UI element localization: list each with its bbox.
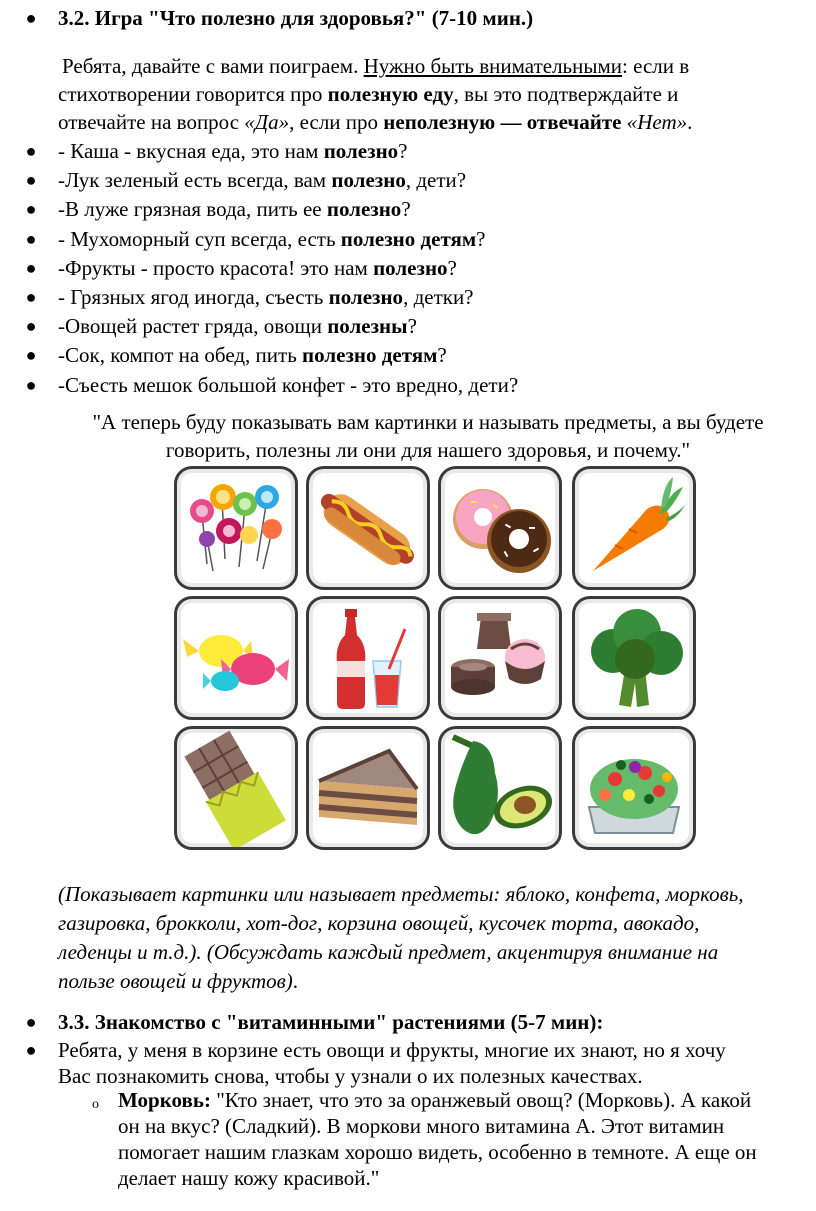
card-donuts	[438, 466, 562, 590]
text: ?	[407, 314, 417, 338]
quote-line-2: говорить, полезны ли они для нашего здоровья, и почему."	[165, 438, 691, 462]
broccoli-icon	[575, 599, 693, 717]
section-33-para-line-1: Ребята, у меня в корзине есть овощи и фрукты, многие их знают, но я хочу	[58, 1038, 726, 1062]
underlined-text: Нужно быть внимательными	[363, 54, 623, 78]
verse-line	[58, 225, 486, 254]
soda-icon	[309, 599, 427, 717]
verse-line	[58, 195, 411, 224]
text: , детки?	[403, 285, 474, 309]
bullet: ●	[25, 8, 37, 28]
section-heading-3-2	[58, 4, 533, 33]
note-line-4	[58, 967, 298, 996]
bullet: ●	[25, 287, 37, 307]
verse-line	[58, 312, 417, 341]
bold-text: полезно детям	[340, 227, 477, 251]
intro-line-3	[58, 108, 692, 137]
text: .	[292, 969, 299, 993]
bullet: ●	[25, 229, 37, 249]
intro-line-2	[58, 80, 678, 109]
text: -Фрукты - просто красота! это нам	[58, 256, 374, 280]
carrot-line-4: делает нашу кожу красивой."	[118, 1166, 380, 1190]
bold-text: полезно	[373, 256, 448, 280]
text: - Каша - вкусная еда, это нам	[58, 139, 324, 163]
text: пользе овощей и фруктов)	[58, 969, 293, 993]
card-salad	[572, 726, 696, 850]
text: "Кто знает, что это за оранжевый овощ? (Морковь). А какой	[210, 1088, 752, 1112]
text: , если про	[289, 110, 384, 134]
italic-text: «Нет»	[626, 110, 688, 134]
bullet: ●	[25, 375, 37, 395]
text: ?	[401, 197, 411, 221]
verse-line	[58, 137, 408, 166]
card-broccoli	[572, 596, 696, 720]
text: ?	[437, 343, 447, 367]
card-cake-slice	[306, 726, 430, 850]
bullet: ●	[25, 199, 37, 219]
bold-text: Морковь:	[118, 1088, 211, 1112]
card-chocolate-bar	[174, 726, 298, 850]
card-lollipops	[174, 466, 298, 590]
text: -В луже грязная вода, пить ее	[58, 197, 327, 221]
text: -Съесть мешок большой конфет - это вредно, дети?	[58, 373, 519, 397]
carrot-line-3: помогает нашим глазкам хорошо видеть, особенно в темноте. А еще он	[118, 1140, 757, 1164]
verse-line	[58, 371, 518, 400]
bold-text: полезную еду	[327, 82, 454, 106]
text: Ребята, давайте с вами поиграем.	[62, 54, 364, 78]
card-carrot	[572, 466, 696, 590]
text: , вы это подтверждайте и	[453, 82, 679, 106]
section-33-para-line-2: Вас познакомить снова, чтобы у узнали о их полезных качествах.	[58, 1064, 643, 1088]
text: - Грязных ягод иногда, съесть	[58, 285, 329, 309]
section-title: Игра "Что полезно для здоровья?" (7-10 мин.)	[94, 6, 534, 30]
bullet: ●	[25, 1012, 37, 1032]
bullet: ●	[25, 1040, 37, 1060]
chocolates-icon	[441, 599, 559, 717]
text: стихотворении говорится про	[58, 82, 328, 106]
bold-text: полезны	[327, 314, 408, 338]
chocolate-bar-icon	[177, 729, 295, 847]
section-heading-3-3: 3.3. Знакомство с "витаминными" растениями (5-7 мин):	[58, 1010, 604, 1034]
text: -Лук зеленый есть всегда, вам	[58, 168, 332, 192]
carrot-line-2: он на вкус? (Сладкий). В моркови много витамина А. Этот витамин	[118, 1114, 725, 1138]
note-line-2: газировка, брокколи, хот-дог, корзина овощей, кусочек торта, авокадо,	[58, 911, 700, 935]
bullet: ●	[25, 141, 37, 161]
quote-line-1: "А теперь буду показывать вам картинки и называть предметы, а вы будете	[92, 410, 764, 434]
text: ?	[398, 139, 408, 163]
bullet: ●	[25, 345, 37, 365]
bold-text: полезно детям	[302, 343, 438, 367]
bullet: ●	[25, 258, 37, 278]
bold-text: неполезную — отвечайте	[383, 110, 622, 134]
bold-text: полезно	[323, 139, 399, 163]
lollipops-icon	[177, 469, 295, 587]
card-chocolates	[438, 596, 562, 720]
text: -Овощей растет гряда, овощи	[58, 314, 328, 338]
card-hot-dog	[306, 466, 430, 590]
carrot-line-1	[118, 1086, 751, 1115]
text: -Сок, компот на обед, пить	[58, 343, 303, 367]
text: ?	[476, 227, 486, 251]
note-line-1: (Показывает картинки или называет предметы: яблоко, конфета, морковь,	[58, 882, 744, 906]
verse-line	[58, 341, 447, 370]
salad-icon	[575, 729, 693, 847]
verse-line	[58, 254, 457, 283]
bold-text: полезно	[331, 168, 406, 192]
verse-line	[58, 283, 474, 312]
bold-text: полезно	[328, 285, 404, 309]
card-soda	[306, 596, 430, 720]
cake-slice-icon	[309, 729, 427, 847]
hot-dog-icon	[309, 469, 427, 587]
bullet: ●	[25, 170, 37, 190]
text: отвечайте на вопрос	[58, 110, 245, 134]
candy-icon	[177, 599, 295, 717]
card-candy	[174, 596, 298, 720]
note-line-3: леденцы и т.д.). (Обсуждать каждый предмет, акцентируя внимание на	[58, 940, 719, 964]
sub-bullet: o	[92, 1097, 99, 1112]
verse-line	[58, 166, 466, 195]
text: - Мухоморный суп всегда, есть	[58, 227, 341, 251]
text: ?	[447, 256, 457, 280]
bullet: ●	[25, 316, 37, 336]
text: : если в	[622, 54, 690, 78]
italic-text: «Да»	[244, 110, 290, 134]
section-number: 3.2.	[58, 6, 90, 30]
avocado-icon	[441, 729, 559, 847]
card-avocado	[438, 726, 562, 850]
donuts-icon	[441, 469, 559, 587]
text: .	[687, 110, 693, 134]
intro-line-1	[62, 52, 689, 81]
bold-text: полезно	[326, 197, 402, 221]
carrot-icon	[575, 469, 693, 587]
text: , дети?	[405, 168, 467, 192]
